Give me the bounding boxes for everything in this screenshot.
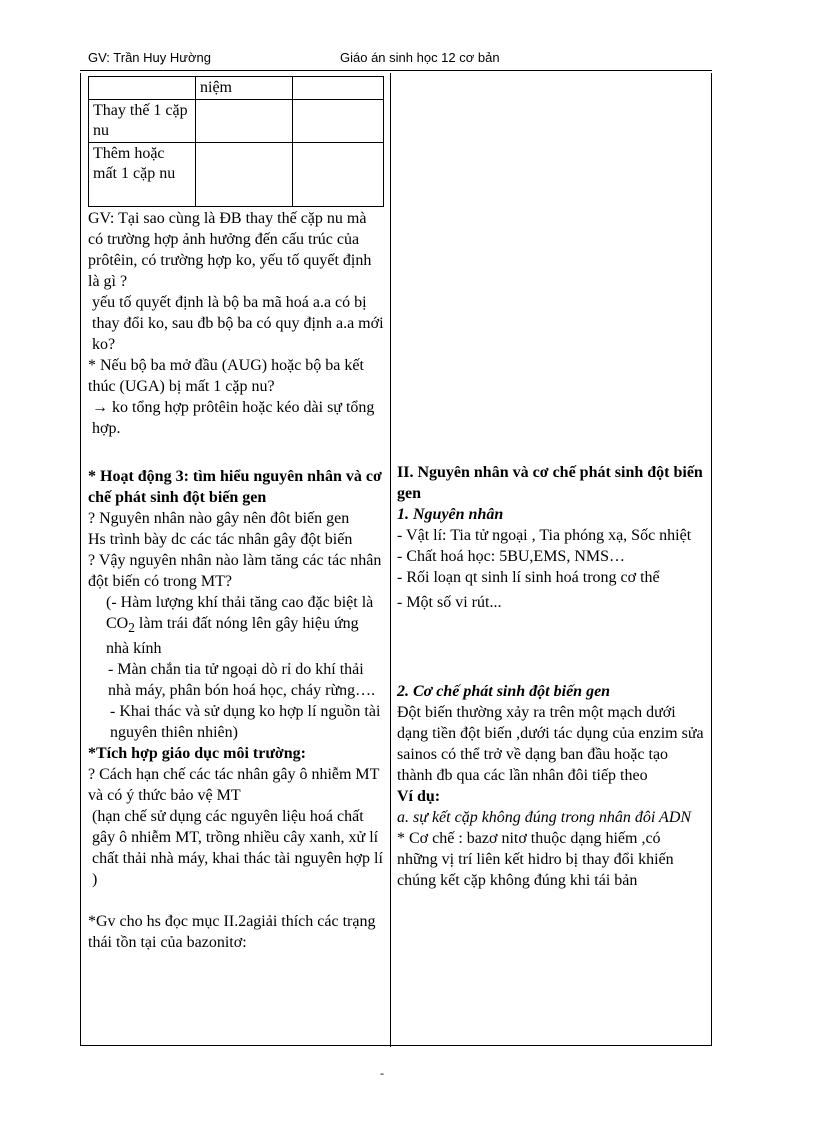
mechanism-detail: * Cơ chế : bazơ nitơ thuộc dạng hiếm ,có những vị trí liên kết hidro bị thay đổi khiến chúng kết cặp không đúng khi tái bản [397, 830, 674, 889]
cause-physiological: - Rối loạn qt sinh lí sinh hoá trong cơ thể [397, 569, 660, 586]
cause-virus: - Một số vi rút... [397, 594, 502, 611]
header-rule [80, 70, 712, 71]
author: GV: Trần Huy Hường [88, 50, 211, 65]
answer-6: - Khai thác và sử dụng ko hợp lí nguồn tài nguyên thiên nhiên) [110, 703, 381, 742]
section-heading: II. Nguyên nhân và cơ chế phát sinh đột biến gen [397, 464, 703, 502]
question-2: * Nếu bộ ba mở đầu (AUG) hoặc bộ ba kết thúc (UGA) bị mất 1 cặp nu? [88, 357, 364, 395]
mechanism-text: Đột biến thường xảy ra trên một mạch dưới dạng tiền đột biến ,dưới tác dụng của enzim sửa sainos có thể trở về dạng ban đầu hoặc tạo thành đb qua các lần nhân đôi tiếp theo [397, 704, 704, 784]
cause-chemical: - Chất hoá học: 5BU,EMS, NMS… [397, 548, 625, 565]
page-footer: - [380, 1066, 384, 1080]
answer-2: → ko tổng hợp prôtêin hoặc kéo dài sự tổng hợp. [92, 399, 375, 437]
question-3: ? Nguyên nhân nào gây nên đôt biến gen [88, 510, 350, 527]
question-4: ? Vậy nguyên nhân nào làm tăng các tác nhân đột biến có trong MT? [88, 552, 382, 590]
table-cell [196, 143, 293, 207]
table-cell [89, 77, 196, 100]
question-5: ? Cách hạn chế các tác nhân gây ô nhiễm MT và có ý thức bảo vệ MT [88, 766, 380, 805]
teacher-activity-column [88, 208, 384, 953]
document-title: Giáo án sinh học 12 cơ bản [340, 50, 500, 65]
question-1: GV: Tại sao cùng là ĐB thay thế cặp nu mà có trường hợp ảnh hưởng đến cấu trúc của prôtêin, có trường hợp ko, yếu tố quyết định là gì ? [88, 210, 372, 290]
mutation-table [88, 76, 384, 207]
activity-3-heading: * Hoạt động 3: tìm hiểu nguyên nhân và cơ chế phát sinh đột biến gen [88, 468, 382, 506]
integration-heading: *Tích hợp giáo dục môi trường: [88, 745, 307, 763]
cause-physical: - Vật lí: Tia tử ngoại , Tia phóng xạ, Sốc nhiệt [397, 527, 692, 544]
answer-1: yếu tố quyết định là bộ ba mã hoá a.a có bị thay đổi ko, sau đb bộ ba có quy định a.a mới ko? [92, 294, 384, 353]
subsection-mechanism: 2. Cơ chế phát sinh đột biến gen [397, 683, 611, 700]
content-column [397, 462, 705, 891]
column-divider [390, 73, 391, 1047]
table-cell [293, 100, 384, 143]
table-cell [293, 77, 384, 100]
answer-4: (- Hàm lượng khí thải tăng cao đặc biệt là $CO_2$ làm trái đất nóng lên gây hiệu ứng nhà kính [106, 594, 374, 658]
answer-7: (hạn chế sử dụng các nguyên liệu hoá chất gây ô nhiễm MT, trồng nhiều cây xanh, xử lí chất thải nhà máy, khai thác tài nguyên hợp lí ) [92, 808, 383, 889]
table-cell: Thêm hoặc mất 1 cặp nu [89, 143, 196, 207]
table-cell [293, 143, 384, 207]
example-label: Ví dụ: [397, 788, 441, 805]
table-row [89, 77, 384, 100]
table-row [89, 100, 384, 143]
answer-5: - Màn chắn tia tử ngoại dò rỉ do khí thải nhà máy, phân bón hoá học, cháy rừng…. [108, 661, 376, 700]
answer-3: Hs trình bày dc các tác nhân gây đột biến [88, 531, 353, 548]
table-cell [196, 100, 293, 143]
table-cell: niệm [196, 77, 293, 100]
reading-instruction: *Gv cho hs đọc mục II.2agiải thích các trạng thái tồn tại của bazonitơ: [88, 913, 376, 952]
table-row [89, 143, 384, 207]
subsection-causes: 1. Nguyên nhân [397, 506, 504, 523]
table-cell: Thay thế 1 cặp nu [89, 100, 196, 143]
example-a: a. sự kết cặp không đúng trong nhân đôi ADN [397, 809, 692, 826]
